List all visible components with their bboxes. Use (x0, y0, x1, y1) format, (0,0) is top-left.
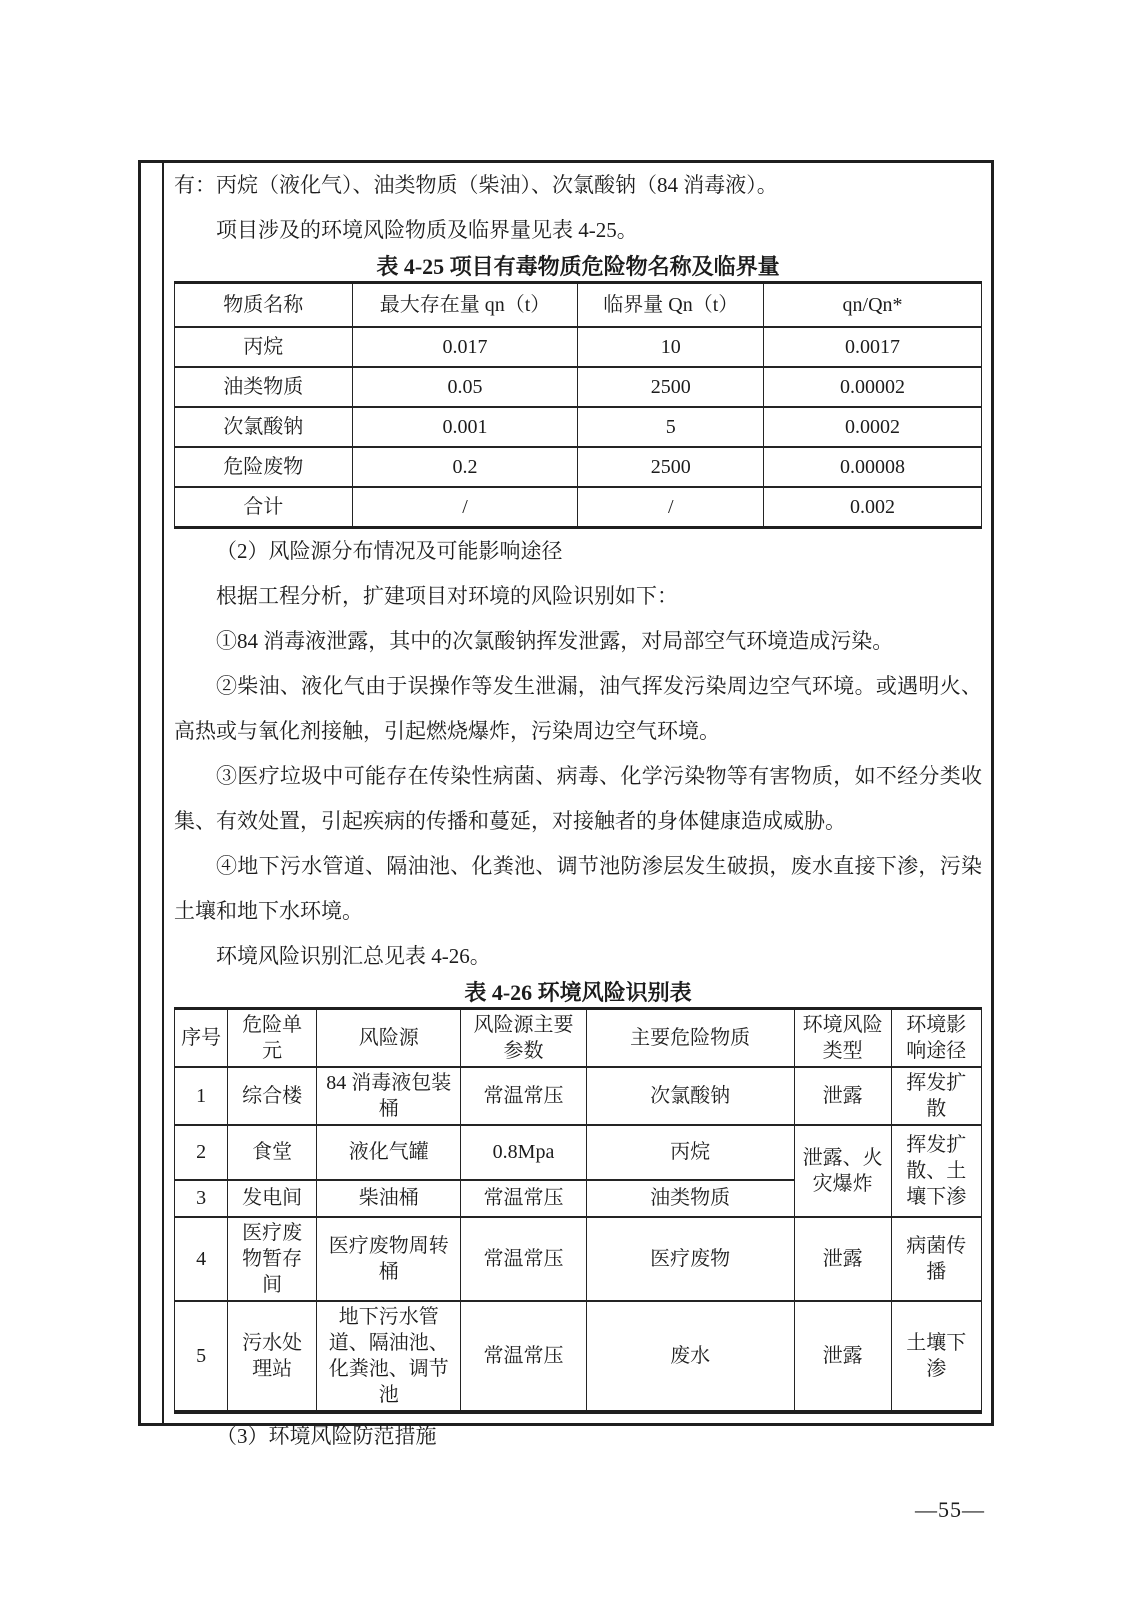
table-cell: 10 (578, 327, 764, 367)
paragraph-risk-4: ④地下污水管道、隔油池、化粪池、调节池防渗层发生破损，废水直接下渗，污染土壤和地下水环境。 (174, 853, 982, 923)
table-cell: 5 (175, 1301, 228, 1412)
table-cell: 2500 (578, 367, 764, 407)
table-cell: 地下污水管道、隔油池、化粪池、调节池 (317, 1301, 461, 1412)
table-cell: 合计 (175, 487, 353, 528)
table-cell: 泄露 (794, 1217, 891, 1301)
table-cell: 液化气罐 (317, 1125, 461, 1180)
table-cell: 综合楼 (228, 1067, 317, 1125)
table-cell: 次氯酸钠 (175, 407, 353, 447)
column-header: 物质名称 (175, 283, 353, 327)
table-cell: 常温常压 (461, 1217, 586, 1301)
table-cell: 医疗废物暂存间 (228, 1217, 317, 1301)
column-header: qn/Qn* (764, 283, 982, 327)
table-row (175, 367, 982, 407)
document-page-frame (138, 160, 994, 1448)
table-cell: 挥发扩散 (891, 1067, 981, 1125)
table-cell: 危险废物 (175, 447, 353, 487)
table-cell: 3 (175, 1180, 228, 1217)
column-header: 风险源 (317, 1008, 461, 1067)
table-row (175, 407, 982, 447)
table-cell: 0.00008 (764, 447, 982, 487)
table-cell: 丙烷 (586, 1125, 794, 1180)
table-header-row (175, 283, 982, 327)
table-cell: 0.8Mpa (461, 1125, 586, 1180)
table-cell: 医疗废物 (586, 1217, 794, 1301)
table-row (175, 487, 982, 528)
table-4-25-title: 表 4-25 项目有毒物质危险物名称及临界量 (376, 254, 780, 279)
table-cell: 泄露、火灾爆炸 (794, 1125, 891, 1217)
table-cell: 油类物质 (175, 367, 353, 407)
paragraph-risk-1: ①84 消毒液泄露，其中的次氯酸钠挥发泄露，对局部空气环境造成污染。 (216, 628, 894, 653)
column-header: 主要危险物质 (586, 1008, 794, 1067)
table-cell: 5 (578, 407, 764, 447)
table-cell: / (578, 487, 764, 528)
table-cell: 泄露 (794, 1067, 891, 1125)
paragraph-risk-2: ②柴油、液化气由于误操作等发生泄漏，油气挥发污染周边空气环境。或遇明火、高热或与氧化剂接触，引起燃烧爆炸，污染周边空气环境。 (174, 673, 982, 743)
table-4-26-title: 表 4-26 环境风险识别表 (464, 979, 692, 1005)
table-cell: 挥发扩散、土壤下渗 (891, 1125, 981, 1217)
table-row (175, 1301, 982, 1412)
table-cell: 柴油桶 (317, 1180, 461, 1217)
column-header: 风险源主要参数 (461, 1008, 586, 1067)
table-cell: 0.0002 (764, 407, 982, 447)
table-cell: 医疗废物周转桶 (317, 1217, 461, 1301)
table-cell: 0.001 (352, 407, 578, 447)
table-cell: 食堂 (228, 1125, 317, 1180)
left-gutter-column (141, 163, 164, 1423)
page-number: —55— (915, 1497, 985, 1522)
table-cell: 常温常压 (461, 1180, 586, 1217)
table-cell: 常温常压 (461, 1067, 586, 1125)
paragraph-risk-3: ③医疗垃圾中可能存在传染性病菌、病毒、化学污染物等有害物质，如不经分类收集、有效处置，引起疾病的传播和蔓延，对接触者的身体健康造成威胁。 (174, 763, 982, 833)
table-row (175, 447, 982, 487)
table-cell: 2500 (578, 447, 764, 487)
paragraph-table26-intro: 环境风险识别汇总见表 4-26。 (216, 943, 491, 968)
table-cell: 发电间 (228, 1180, 317, 1217)
table-row (175, 1217, 982, 1301)
table-cell: 废水 (586, 1301, 794, 1412)
paragraph-section-3-heading: （3）环境风险防范措施 (216, 1423, 437, 1448)
table-cell: 常温常压 (461, 1301, 586, 1412)
paragraph-section-2-heading: （2）风险源分布情况及可能影响途径 (216, 538, 563, 563)
paragraph-table25-intro: 项目涉及的环境风险物质及临界量见表 4-25。 (216, 218, 638, 242)
table-cell: 1 (175, 1067, 228, 1125)
table-cell: 0.017 (352, 327, 578, 367)
column-header: 危险单元 (228, 1008, 317, 1067)
page-content (166, 163, 991, 1448)
table-cell: 2 (175, 1125, 228, 1180)
table-cell: 0.0017 (764, 327, 982, 367)
table-row (175, 327, 982, 367)
paragraph-substances-list: 有：丙烷（液化气）、油类物质（柴油）、次氯酸钠（84 消毒液）。 (174, 173, 778, 197)
table-cell: 84 消毒液包装桶 (317, 1067, 461, 1125)
table-row (175, 1067, 982, 1125)
toxic-substances-table (174, 281, 982, 529)
column-header: 序号 (175, 1008, 228, 1067)
table-cell: 油类物质 (586, 1180, 794, 1217)
paragraph-analysis-intro: 根据工程分析，扩建项目对环境的风险识别如下： (216, 583, 678, 608)
table-cell: 0.002 (764, 487, 982, 528)
column-header: 临界量 Qn（t） (578, 283, 764, 327)
table-cell: 0.05 (352, 367, 578, 407)
table-cell: 次氯酸钠 (586, 1067, 794, 1125)
table-header-row (175, 1008, 982, 1067)
table-cell: 0.2 (352, 447, 578, 487)
table-row (175, 1125, 982, 1180)
table-cell: 泄露 (794, 1301, 891, 1412)
column-header: 环境风险类型 (794, 1008, 891, 1067)
table-cell: 0.00002 (764, 367, 982, 407)
column-header: 环境影响途径 (891, 1008, 981, 1067)
table-cell: 土壤下渗 (891, 1301, 981, 1412)
table-cell: 病菌传播 (891, 1217, 981, 1301)
table-cell: / (352, 487, 578, 528)
table-cell: 丙烷 (175, 327, 353, 367)
table-cell: 4 (175, 1217, 228, 1301)
risk-identification-table (174, 1007, 982, 1414)
table-cell: 污水处理站 (228, 1301, 317, 1412)
column-header: 最大存在量 qn（t） (352, 283, 578, 327)
